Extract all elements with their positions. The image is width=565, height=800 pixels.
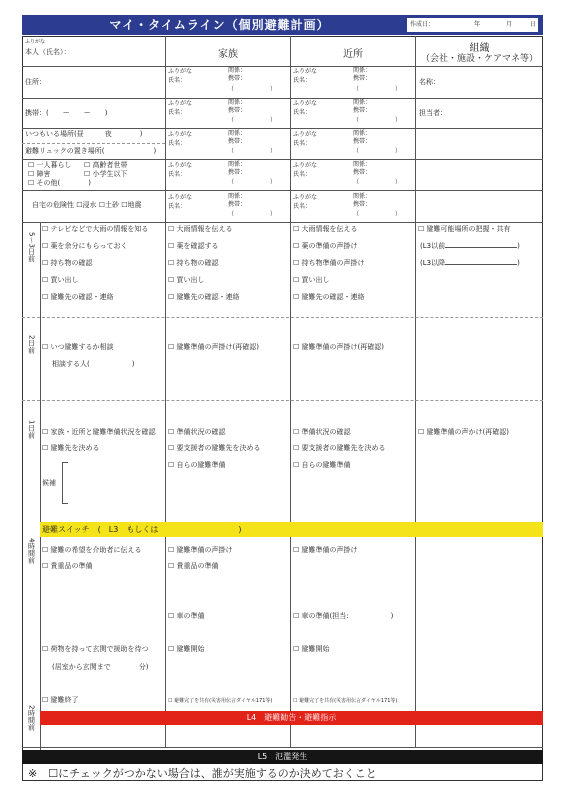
self-task[interactable]: ☐ いつ避難するか相談 — [42, 344, 114, 352]
door-time-field[interactable]: (居室から玄関まで 分) — [52, 663, 149, 671]
org-task[interactable]: ☐ 避難可能場所の把握・共有 — [418, 226, 511, 234]
name-furigana: ふりがな — [25, 39, 46, 45]
candidate-label: 候補 — [42, 479, 56, 487]
self-task[interactable]: ☐ 家族・近所と避難準備状況を確認 — [42, 429, 156, 437]
mobile-label[interactable]: 携帯：( ー ー ) — [25, 109, 108, 117]
date-label: 作成日： — [410, 21, 435, 28]
neighbor-task[interactable]: ☐ 大雨情報を伝える — [293, 226, 358, 234]
footnote: ※ ☐にチェックがつかない場合は、誰が実施するのか決めておくこと — [28, 767, 377, 780]
elderly-household-checkbox[interactable]: ☐ 高齢者世帯 — [84, 162, 128, 170]
org-header: 組織 — [469, 43, 490, 54]
time-label-2-hours: 2時間前 — [27, 705, 36, 731]
self-task[interactable]: ☐ 避難先を決める — [42, 445, 100, 453]
neighbor-task[interactable]: ☐ 車の準備(担当: ) — [293, 613, 393, 621]
evacuation-switch-text[interactable]: 避難スイッチ ( L3 もしくは ) — [42, 525, 242, 534]
neighbor-task[interactable]: ☐ 自らの避難準備 — [293, 462, 351, 470]
creation-date-field[interactable] — [407, 18, 538, 32]
year-label: 年 — [473, 21, 480, 28]
family-task[interactable]: ☐ 避難準備の声掛け(再確認) — [168, 344, 259, 352]
l5-flood-bar: L5 氾濫発生 — [22, 750, 543, 764]
time-label-5-3-days: 5〜3日前 — [27, 232, 36, 262]
family-task[interactable]: ☐ 準備状況の確認 — [168, 429, 226, 437]
self-task[interactable]: ☐ 荷物を持って玄関で援助を待つ — [42, 646, 149, 654]
row-line — [22, 159, 543, 160]
neighbor-task[interactable]: ☐ 持ち物準備の声掛け — [293, 260, 365, 268]
family-task[interactable]: ☐ 避難開始 — [168, 646, 205, 654]
neighbor-task[interactable]: ☐ 準備状況の確認 — [293, 429, 351, 437]
hazard-row[interactable]: 自宅の危険性 ☐浸水 ☐土砂 ☐地震 — [32, 201, 142, 209]
family-task[interactable]: ☐ 車の準備 — [168, 613, 205, 621]
row-line — [22, 222, 543, 223]
period-separator — [22, 400, 543, 401]
col-divider-1 — [165, 36, 166, 747]
family-task[interactable]: ☐ 持ち物の確認 — [168, 260, 219, 268]
org-header-sub: （会社・施設・ケアマネ等） — [420, 54, 538, 64]
self-task[interactable]: ☐ 避難の希望を介助者に伝える — [42, 547, 142, 555]
row-line — [22, 66, 543, 67]
neighbor-task[interactable]: ☐ 避難準備の声掛け — [293, 547, 358, 555]
row-line — [22, 747, 543, 748]
self-task[interactable]: ☐ 避難終了 — [42, 697, 79, 705]
neighbor-header: 近所 — [343, 49, 363, 60]
family-task[interactable]: ☐ 避難先の確認・連絡 — [168, 294, 240, 302]
time-label-1-day: 1日前 — [27, 420, 36, 439]
l4-evacuation-order-bar: L4 避難勧告・避難指示 — [40, 711, 543, 725]
neighbor-task[interactable]: ☐ 避難準備の声掛け(再確認) — [293, 344, 384, 352]
family-task[interactable]: ☐ 要支援者の避難先を決める — [168, 445, 261, 453]
period-separator — [22, 317, 543, 318]
other-checkbox[interactable]: ☐ その他( ) — [28, 180, 91, 188]
name-label[interactable]: 本人（氏名）： — [25, 48, 71, 56]
neighbor-task[interactable]: ☐ 避難先の確認・連絡 — [293, 294, 365, 302]
family-task[interactable]: ☐ 自らの避難準備 — [168, 462, 226, 470]
self-task[interactable]: ☐ テレビなどで大雨の情報を知る — [42, 226, 148, 234]
family-task[interactable]: ☐ 避難完了を共有(災害用伝言ダイヤル171等) — [168, 699, 272, 705]
usual-place-label[interactable]: いつもいる場所(昼 夜 ) — [25, 130, 143, 138]
self-task[interactable]: ☐ 持ち物の確認 — [42, 260, 93, 268]
row-line — [22, 98, 543, 99]
time-label-2-days: 2日前 — [27, 335, 36, 354]
living-alone-checkbox[interactable]: ☐ 一人暮らし — [28, 162, 72, 170]
self-task[interactable]: ☐ 避難先の確認・連絡 — [42, 294, 114, 302]
page-title: マイ・タイムライン（個別避難計画） — [109, 18, 330, 32]
neighbor-task[interactable]: ☐ 避難開始 — [293, 646, 330, 654]
consult-person-field[interactable]: 相談する人( ) — [52, 360, 135, 368]
row-line — [22, 128, 543, 129]
org-name-label[interactable]: 名称： — [419, 78, 440, 86]
neighbor-task[interactable]: ☐ 要支援者の避難先を決める — [293, 445, 386, 453]
candidate-bracket — [62, 462, 68, 504]
family-header: 家族 — [218, 49, 238, 60]
self-task[interactable]: ☐ 薬を余分にもらっておく — [42, 243, 128, 251]
family-task[interactable]: ☐ 避難準備の声掛け — [168, 547, 233, 555]
family-task[interactable]: ☐ 大雨情報を伝える — [168, 226, 233, 234]
org-task[interactable]: ☐ 避難準備の声かけ(再確認) — [418, 429, 509, 437]
family-task[interactable]: ☐ 薬を確認する — [168, 243, 219, 251]
disability-checkbox[interactable]: ☐ 障害 — [28, 171, 51, 179]
org-after-l3-field[interactable]: (L3以降 ) — [420, 259, 520, 267]
elementary-checkbox[interactable]: ☐ 小学生以下 — [84, 171, 128, 179]
bag-place-label[interactable]: 避難リュックの置き場所( ) — [25, 147, 157, 155]
day-label: 日 — [529, 21, 536, 28]
dashed-line — [22, 143, 165, 144]
org-before-l3-field[interactable]: (L3以前 ) — [420, 242, 520, 250]
self-task[interactable]: ☐ 貴重品の準備 — [42, 563, 93, 571]
neighbor-task[interactable]: ☐ 薬の準備の声掛け — [293, 243, 358, 251]
family-task[interactable]: ☐ 貴重品の準備 — [168, 563, 219, 571]
family-task[interactable]: ☐ 買い出し — [168, 277, 205, 285]
col-divider-3 — [415, 36, 416, 747]
neighbor-task[interactable]: ☐ 買い出し — [293, 277, 330, 285]
neighbor-task[interactable]: ☐ 避難完了を共有(災害用伝言ダイヤル171等) — [293, 699, 397, 705]
self-task[interactable]: ☐ 買い出し — [42, 277, 79, 285]
address-label[interactable]: 住所： — [25, 78, 46, 86]
row-line — [22, 190, 543, 191]
month-label: 月 — [505, 21, 512, 28]
time-col-divider — [40, 222, 41, 750]
col-divider-2 — [290, 36, 291, 747]
org-person-label[interactable]: 担当者： — [419, 109, 447, 117]
time-label-4-hours: 4時間前 — [27, 538, 36, 564]
